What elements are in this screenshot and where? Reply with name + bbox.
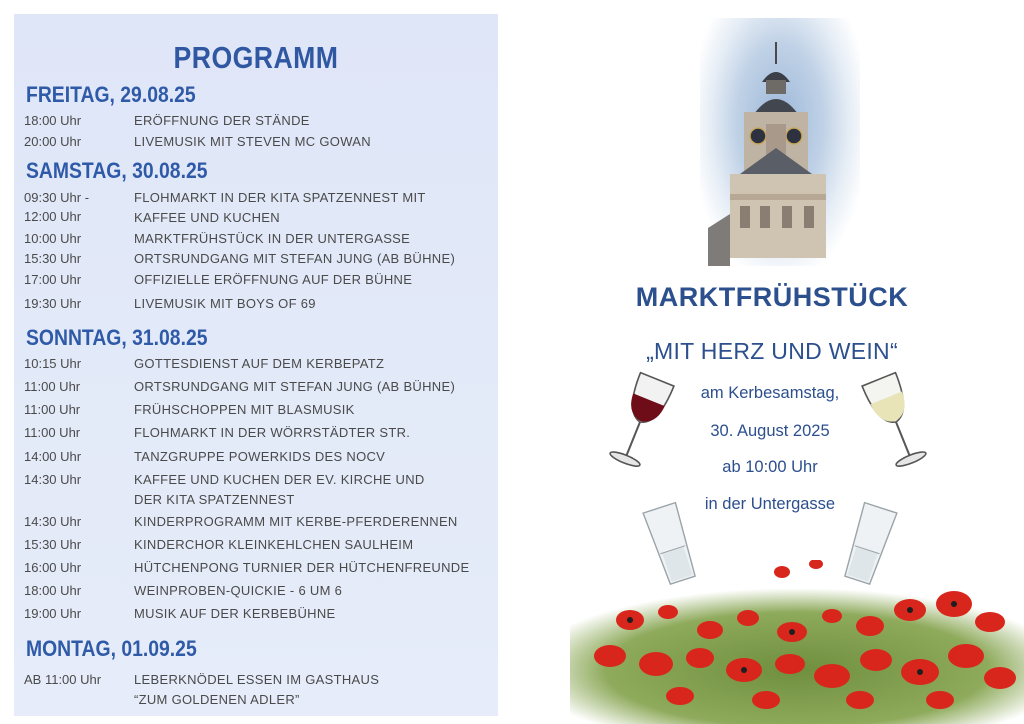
- event-text: FRÜHSCHOPPEN MIT BLASMUSIK: [134, 402, 355, 417]
- event-time: 15:30 Uhr: [24, 537, 82, 552]
- event-time: 14:30 Uhr: [24, 472, 82, 487]
- event-text: KINDERPROGRAMM MIT KERBE-PFERDERENNEN: [134, 514, 458, 529]
- event-text: WEINPROBEN-QUICKIE - 6 UM 6: [134, 583, 343, 598]
- event-time: 18:00 Uhr: [24, 583, 82, 598]
- flyer-subline: „MIT HERZ UND WEIN“: [646, 338, 898, 364]
- event-time: 10:00 Uhr: [24, 231, 82, 246]
- event-text: TANZGRUPPE POWERKIDS DES NOCV: [134, 449, 386, 464]
- event-text: ORTSRUNDGANG MIT STEFAN JUNG (AB BÜHNE): [134, 379, 456, 394]
- event-text: OFFIZIELLE ERÖFFNUNG AUF DER BÜHNE: [134, 272, 413, 287]
- info-line-location: in der Untergasse: [704, 495, 836, 513]
- event-text: ORTSRUNDGANG MIT STEFAN JUNG (AB BÜHNE): [134, 251, 456, 266]
- event-time: 19:30 Uhr: [24, 296, 82, 311]
- event-text: LEBERKNÖDEL ESSEN IM GASTHAUS “ZUM GOLDENEN ADLER”: [134, 672, 380, 707]
- event-text: LIVEMUSIK MIT STEVEN MC GOWAN: [134, 134, 371, 149]
- event-time: 15:30 Uhr: [24, 251, 82, 266]
- poppy-field-image: [570, 560, 1024, 724]
- church-tower-image: [700, 18, 860, 266]
- event-text: MARKTFRÜHSTÜCK IN DER UNTERGASSE: [134, 231, 411, 246]
- event-text: HÜTCHENPONG TURNIER DER HÜTCHENFREUNDE: [134, 560, 470, 575]
- info-line-day: am Kerbesamstag,: [700, 384, 840, 402]
- event-time: 11:00 Uhr: [24, 425, 81, 440]
- event-text: ERÖFFNUNG DER STÄNDE: [134, 113, 310, 128]
- event-time: 09:30 Uhr - 12:00 Uhr: [24, 190, 90, 224]
- info-line-time: ab 10:00 Uhr: [722, 458, 818, 476]
- white-wine-glass-icon: [858, 370, 934, 474]
- event-text: MUSIK AUF DER KERBEBÜHNE: [134, 606, 336, 621]
- event-text: FLOHMARKT IN DER KITA SPATZENNEST MIT KAFFEE UND KUCHEN: [134, 190, 426, 225]
- red-wine-glass-icon: [602, 370, 678, 474]
- event-time: 18:00 Uhr: [24, 113, 82, 128]
- event-time: 11:00 Uhr: [24, 379, 81, 394]
- event-time: AB 11:00 Uhr: [24, 672, 102, 687]
- info-line-date: 30. August 2025: [710, 422, 830, 440]
- event-time: 14:00 Uhr: [24, 449, 82, 464]
- day-heading-monday: MONTAG, 01.09.25: [26, 636, 197, 661]
- event-time: 10:15 Uhr: [24, 356, 82, 371]
- event-text: LIVEMUSIK MIT BOYS OF 69: [134, 296, 316, 311]
- flyer-panel: [520, 0, 1024, 724]
- day-heading-saturday: SAMSTAG, 30.08.25: [26, 158, 208, 183]
- event-time: 17:00 Uhr: [24, 272, 82, 287]
- day-heading-friday: FREITAG, 29.08.25: [26, 82, 196, 107]
- day-heading-sunday: SONNTAG, 31.08.25: [26, 325, 208, 350]
- event-text: KAFFEE UND KUCHEN DER EV. KIRCHE UND DER KITA SPATZENNEST: [134, 472, 425, 507]
- program-panel: [14, 14, 498, 716]
- event-time: 14:30 Uhr: [24, 514, 82, 529]
- event-time: 11:00 Uhr: [24, 402, 81, 417]
- program-title: PROGRAMM: [173, 40, 339, 75]
- event-text: FLOHMARKT IN DER WÖRRSTÄDTER STR.: [134, 425, 411, 440]
- event-time: 19:00 Uhr: [24, 606, 82, 621]
- church-tower-icon: [700, 18, 860, 266]
- event-text: KINDERCHOR KLEINKEHLCHEN SAULHEIM: [134, 537, 414, 552]
- event-time: 16:00 Uhr: [24, 560, 82, 575]
- flyer-headline: MARKTFRÜHSTÜCK: [635, 282, 909, 312]
- event-text: GOTTESDIENST AUF DEM KERBEPATZ: [134, 356, 385, 371]
- event-time: 20:00 Uhr: [24, 134, 82, 149]
